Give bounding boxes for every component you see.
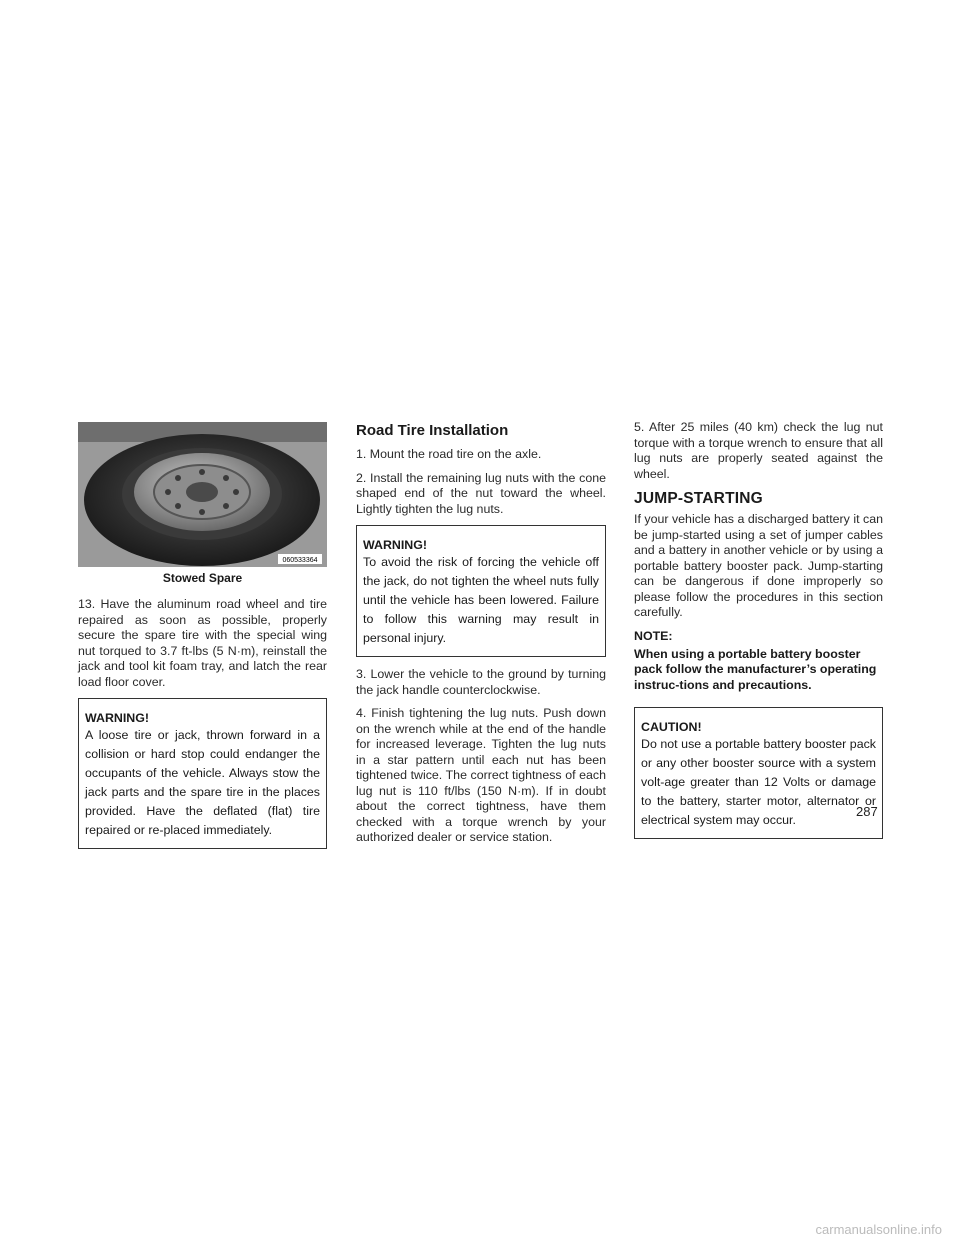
warning-box-lug-nuts	[356, 525, 606, 657]
step-5: 5. After 25 miles (40 km) check the lug nut torque with a torque wrench to ensure that all lug nuts are properly seated against the wheel.	[634, 420, 883, 481]
warning-text: A loose tire or jack, thrown forward in a collision or hard stop could endanger the occupants of the vehicle. Always stow the jack parts and the spare tire in the places provided. Have the deflated (flat) tire repaired or re-placed immediately.	[85, 728, 320, 837]
step-1: 1. Mount the road tire on the axle.	[356, 447, 542, 461]
photo-code: 060533364	[282, 557, 318, 564]
caution-text: Do not use a portable battery booster pack or any other booster source with a system volt-age greater than 12 Volts or damage to the battery, starter motor, alternator or electrical system may occur.	[641, 737, 876, 827]
caution-label: CAUTION!	[641, 720, 702, 734]
warning-label: WARNING!	[85, 711, 150, 725]
jump-starting-intro: If your vehicle has a discharged battery it can be jump-started using a set of jumper cables and a battery in another vehicle or by using a portable battery booster pack. Jump-starting can be dangerous if done improperly so please follow the procedures in this section carefully.	[634, 512, 883, 619]
warning-text: To avoid the risk of forcing the vehicle off the jack, do not tighten the wheel nuts fully until the vehicle has been lowered. Failure to follow this warning may result in personal injury.	[363, 555, 599, 645]
road-tire-installation-heading: Road Tire Installation	[356, 422, 509, 439]
column-left	[78, 422, 327, 859]
column-middle	[356, 420, 606, 854]
page-number: 287	[856, 804, 878, 819]
warning-box-spare	[78, 698, 327, 849]
photo-caption: Stowed Spare	[162, 571, 243, 585]
step-3: 3. Lower the vehicle to the ground by turning the jack handle counterclockwise.	[356, 667, 606, 697]
jump-starting-heading: JUMP-STARTING	[634, 490, 763, 507]
column-right	[634, 420, 883, 849]
spare-tire-image	[78, 422, 327, 567]
note-text: When using a portable battery booster pack follow the manufacturer’s operating instruc-tions and precautions.	[634, 646, 877, 692]
stowed-spare-photo	[78, 422, 327, 567]
step-4: 4. Finish tightening the lug nuts. Push down on the wrench while at the end of the handle for increased leverage. Tighten the lug nuts in a star pattern until each nut has been tightened twice. The correct tightness of each lug nut is 110 ft/lbs (150 N·m). If in doubt about the correct tightness, have them checked with a torque wrench by your authorized dealer or service station.	[356, 706, 606, 844]
step-13: 13. Have the aluminum road wheel and tire repaired as soon as possible, properly secure the spare tire with the special wing nut torqued to 3.7 ft-lbs (5 N·m), reinstall the jack and tool kit foam tray, and latch the rear load floor cover.	[78, 597, 327, 689]
warning-label: WARNING!	[363, 538, 428, 552]
step-2: 2. Install the remaining lug nuts with the cone shaped end of the nut toward the wheel. Lightly tighten the lug nuts.	[356, 470, 606, 516]
note-label: NOTE:	[634, 628, 673, 643]
watermark: carmanualsonline.info	[815, 1222, 942, 1237]
caution-box	[634, 707, 883, 839]
